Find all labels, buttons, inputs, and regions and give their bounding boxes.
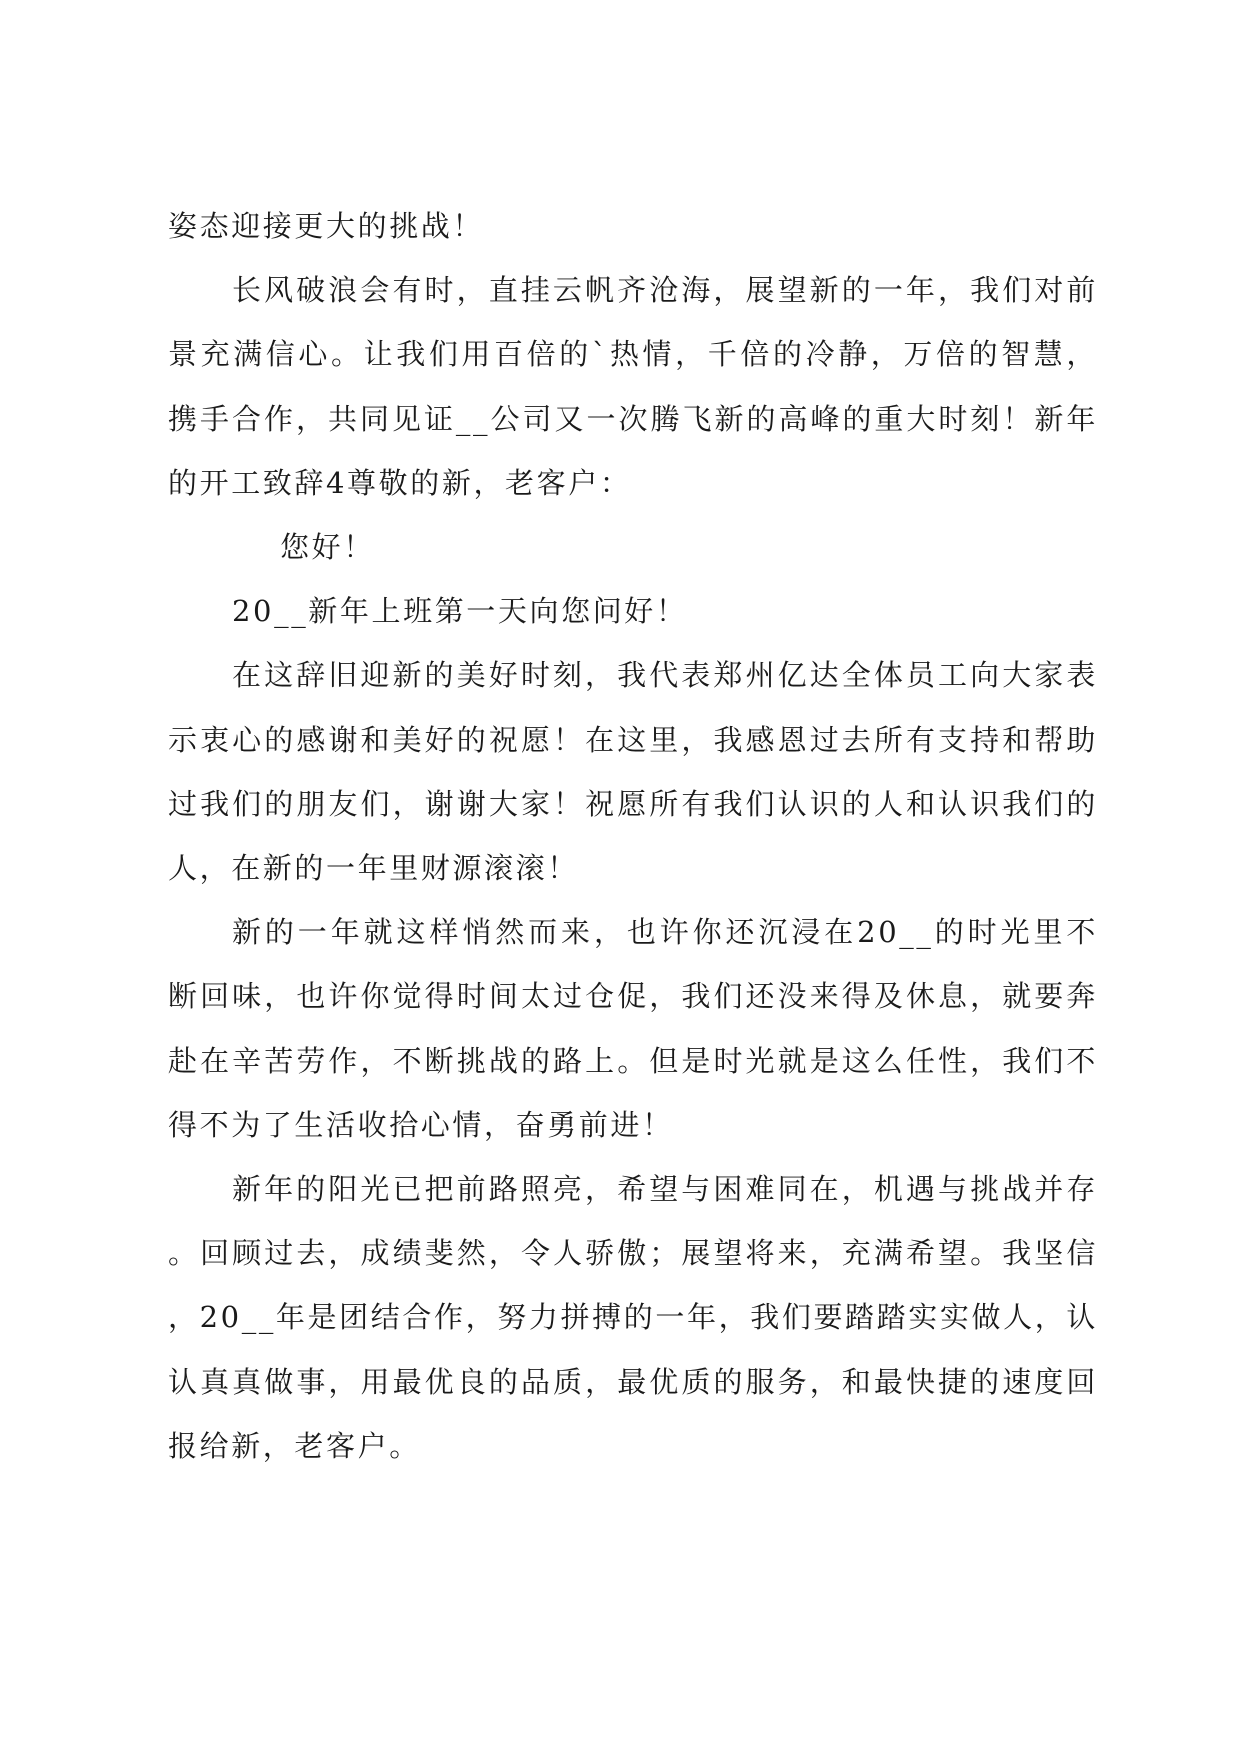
paragraph-thanks: 在这辞旧迎新的美好时刻，我代表郑州亿达全体员工向大家表示衷心的感谢和美好的祝愿！在这里，我感恩过去所有支持和帮助过我们的朋友们，谢谢大家！祝愿所有我们认识的人和认识我们的人，在新的一年里财源滚滚！ — [168, 658, 1098, 886]
paragraph-greeting: 您好！ — [280, 530, 375, 565]
paragraph-continuation: 姿态迎接更大的挑战！ — [168, 209, 485, 243]
paragraph-sunshine: 新年的阳光已把前路照亮，希望与困难同在，机遇与挑战并存。回顾过去，成绩斐然，令人骄傲；展望将来，充满希望。我坚信，20__年是团结合作，努力拼搏的一年，我们要踏踏实实做人，认认真真做事，用最优良的品质，最优质的服务，和最快捷的速度回报给新，老客户。 — [168, 1172, 1098, 1463]
paragraph-outlook: 长风破浪会有时，直挂云帆齐沧海，展望新的一年，我们对前景充满信心。让我们用百倍的`热情，千倍的冷静，万倍的智慧，携手合作，共同见证__公司又一次腾飞新的高峰的重大时刻！新年的开工致辞4尊敬的新，老客户： — [168, 273, 1098, 500]
paragraph-first-day: 20__新年上班第一天向您问好！ — [232, 594, 688, 629]
document-body — [168, 194, 1098, 1478]
paragraph-new-year: 新的一年就这样悄然而来，也许你还沉浸在20__的时光里不断回味，也许你觉得时间太过仓促，我们还没来得及休息，就要奔赴在辛苦劳作，不断挑战的路上。但是时光就是这么任性，我们不得不为了生活收拾心情，奋勇前进！ — [168, 915, 1098, 1142]
